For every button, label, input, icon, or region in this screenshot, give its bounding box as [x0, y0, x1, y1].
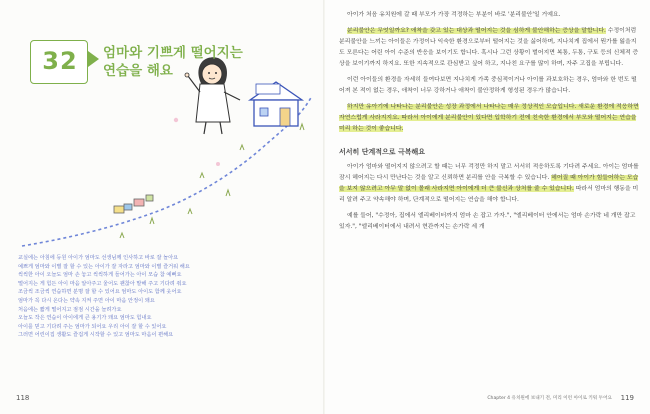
paragraph	[339, 162, 641, 206]
handwritten-line: 씩씩한 아이 오늘도 엄마 손 놓고 씩씩하게 들어가는 아이 모습 참 예뻐요	[18, 272, 182, 279]
handwritten-line: 조금씩 조금씩 연습하면 분명 잘 할 수 있어요 엄마도 아이도 함께 웃어요	[18, 289, 182, 296]
body-text	[339, 10, 641, 238]
handwritten-note	[18, 254, 313, 340]
paragraph-text: 아이가 엄마와 떨어지지 않으려고 할 때는 너무 걱정만 하지 말고 서서히 적응하도록 기다려 주세요. 아이는 엄마를 잠시 헤어지는 다시 만난다는 것을 알고 신뢰하면 분리를 안을 극복할 수 있습니다.	[339, 164, 639, 181]
chapter-title-line-1: 엄마와 기쁘게 떨어지는	[103, 45, 243, 61]
house-illustration	[250, 82, 302, 126]
handwritten-line: 떨어지는 게 힘든 아이 마음 알아주고 울어도 괜찮아 말해 주고 기다려 줘요	[18, 280, 187, 287]
paragraph	[339, 26, 641, 70]
paragraph	[339, 102, 641, 135]
left-page-number: 118	[16, 394, 30, 402]
paragraph: 아이가 처음 유치원에 갈 때 부모가 가장 걱정하는 부분이 바로 '분리불안'일 거예요.	[347, 12, 561, 18]
handwritten-line: 아이를 믿고 기다려 주는 엄마가 되어요 우리 아이 잘 할 수 있어요	[18, 323, 167, 330]
right-page	[325, 0, 650, 414]
running-head: Chapter 4 유치원에 보내기 전, 미리 이런 아이로 키워 두어요	[487, 396, 612, 401]
highlighted-text: 하지만 유아기에 나타나는 분리불안은 성장 과정에서 나타나는 매우 정상적인 모습입니다. 새로운 환경에 적응하면 자연스럽게 사라지지요. 따라서 아이에게 분리불안이 있다면 입학하기 전에 친숙한 환경에서 부모와 떨어지는 연습을 미리 하는 것이 좋습니다.	[339, 104, 639, 132]
chapter-title-line-2: 연습을 해요	[103, 63, 173, 79]
paragraph: 예를 들어, "수정아, 집에서 엘리베이터까지 엄마 손 잡고 가자.", "엘리베이터 안에서는 엄마 손가락 네 개만 잡고 있자.", "엘리베이터에서 내려서 현관까지는 손가락 세 개	[339, 213, 636, 230]
paragraph-text: 수정이처럼 분리불안을 느끼는 아이들은 가정이나 익숙한 환경으로부터 떨어지는 것을 싫어하며, 지나치게 집에서 뭔가를 잃을지도 모른다는 어린 아이 수준의 반응을 보이기도 합니다. 혹시나 그런 상황이 벌어지면 복통, 두통, 구토 등의 신체적 증상을 보이기까지 하지요. 또한 지속적으로 관심받고 싶어 하고, 지나친 요구를 많이 하며, 자주 고집을 부립니다.	[339, 28, 639, 67]
handwritten-line: 교실에는 아침에 등원 아이가 엄마도 선생님께 인사하고 바로 잘 놀아요	[18, 255, 179, 261]
handwritten-line: 처음에는 짧게 떨어지고 점점 시간을 늘려가요	[18, 306, 122, 313]
section-subheading: 서서히 단계적으로 극복해요	[339, 148, 426, 156]
chapter-number-badge	[30, 40, 88, 84]
highlighted-text: 분리불안은 무엇일까요? 애착을 갖고 있는 대상과 떨어지는 것을 심하게 불안해하는 증상을 말합니다.	[347, 28, 606, 34]
right-page-number: 119	[620, 394, 634, 402]
highlighted-text: 헤어질 때 아이가 힘들어하는 모습을 보지 않으려고 아무 말 없이 몰래 사라지면 아이에게 더 큰 불신과 상처를 줄 수 있습니다.	[339, 175, 639, 192]
grass-decoration	[120, 124, 304, 238]
toy-pieces	[114, 195, 153, 213]
handwritten-line: 그러면 어린이집 생활도 즐겁게 시작할 수 있고 엄마도 마음이 편해요	[18, 332, 174, 339]
handwritten-line: 엄마가 꼭 다시 온다는 약속 지켜 주면 아이 마음 안정이 돼요	[18, 297, 155, 304]
chapter-number: 32	[42, 47, 78, 75]
paragraph-text: 따라서 엄마의 행동을 미리 알려 주고 약속해야 하며, 단계적으로 떨어지는 연습을 해야 합니다.	[339, 186, 639, 203]
chapter-title	[103, 44, 313, 80]
handwritten-line: 오늘도 작은 연습이 아이에게 큰 용기가 돼요 엄마도 힘내요	[18, 315, 152, 322]
handwritten-line: 예쁘게 엄마와 이별 잘 할 수 있는 아이가 잘 자라고 엄마와 이별 즐거워 해요	[18, 263, 190, 270]
paragraph: 이런 아이들의 환경을 자세히 들여다보면 지나치게 가족 중심적이거나 아이를 과보호하는 경우, 엄마와 한 번도 떨어져 본 적이 없는 경우, 애착이 너무 강하거나 애착이 불안정하게 형성된 경우가 많습니다.	[339, 77, 637, 94]
